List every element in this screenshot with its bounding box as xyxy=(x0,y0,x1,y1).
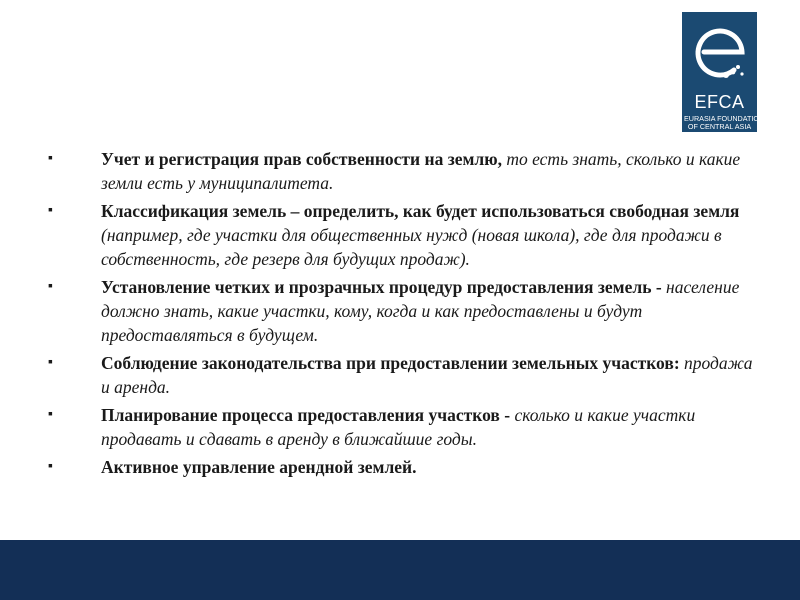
bullet-bold-text: Соблюдение законодательства при предоставлении земельных участков: xyxy=(101,353,680,373)
logo-brand: EFCA xyxy=(694,92,745,112)
bullet-list xyxy=(40,147,760,483)
bullet-icon: ▪ xyxy=(48,279,53,294)
bullet-italic-text: продажа и аренда. xyxy=(101,353,753,397)
bullet-bold-text: Планирование процесса предоставления участков - xyxy=(101,405,511,425)
bullet-italic-text: сколько и какие участки продавать и сдавать в аренду в ближайшие годы. xyxy=(101,405,696,449)
bullet-italic-text: (например, где участки для общественных нужд (новая школа), где для продажи в собственность, где резерв для будущих продаж). xyxy=(101,225,722,269)
list-item xyxy=(40,147,760,195)
list-item xyxy=(40,403,760,451)
footer-bar xyxy=(0,540,800,600)
list-item xyxy=(40,199,760,271)
logo-tagline-line1: EURASIA FOUNDATION xyxy=(684,114,765,123)
bullet-bold-text: Установление четких и прозрачных процедур предоставления земель - xyxy=(101,277,662,297)
bullet-icon: ▪ xyxy=(48,203,53,218)
bullet-icon: ▪ xyxy=(48,151,53,166)
bullet-italic-text: то есть знать, сколько и какие земли есть у муниципалитета. xyxy=(101,149,741,193)
bullet-icon: ▪ xyxy=(48,459,53,474)
bullet-bold-text: Классификация земель – определить, как будет использоваться свободная земля xyxy=(101,201,740,221)
bullet-icon: ▪ xyxy=(48,407,53,422)
bullet-bold-text: Активное управление арендной землей. xyxy=(101,457,417,477)
bullet-italic-text: население должно знать, какие участки, кому, когда и как предоставлены и будут предоставляться в будущем. xyxy=(101,277,740,345)
list-item xyxy=(40,455,760,479)
e-mark-icon xyxy=(682,12,757,92)
bullet-icon: ▪ xyxy=(48,355,53,370)
list-item xyxy=(40,275,760,347)
logo-tagline-line2: OF CENTRAL ASIA xyxy=(687,122,752,131)
list-item xyxy=(40,351,760,399)
efca-logo xyxy=(682,12,765,132)
bullet-bold-text: Учет и регистрация прав собственности на землю, xyxy=(101,149,502,169)
